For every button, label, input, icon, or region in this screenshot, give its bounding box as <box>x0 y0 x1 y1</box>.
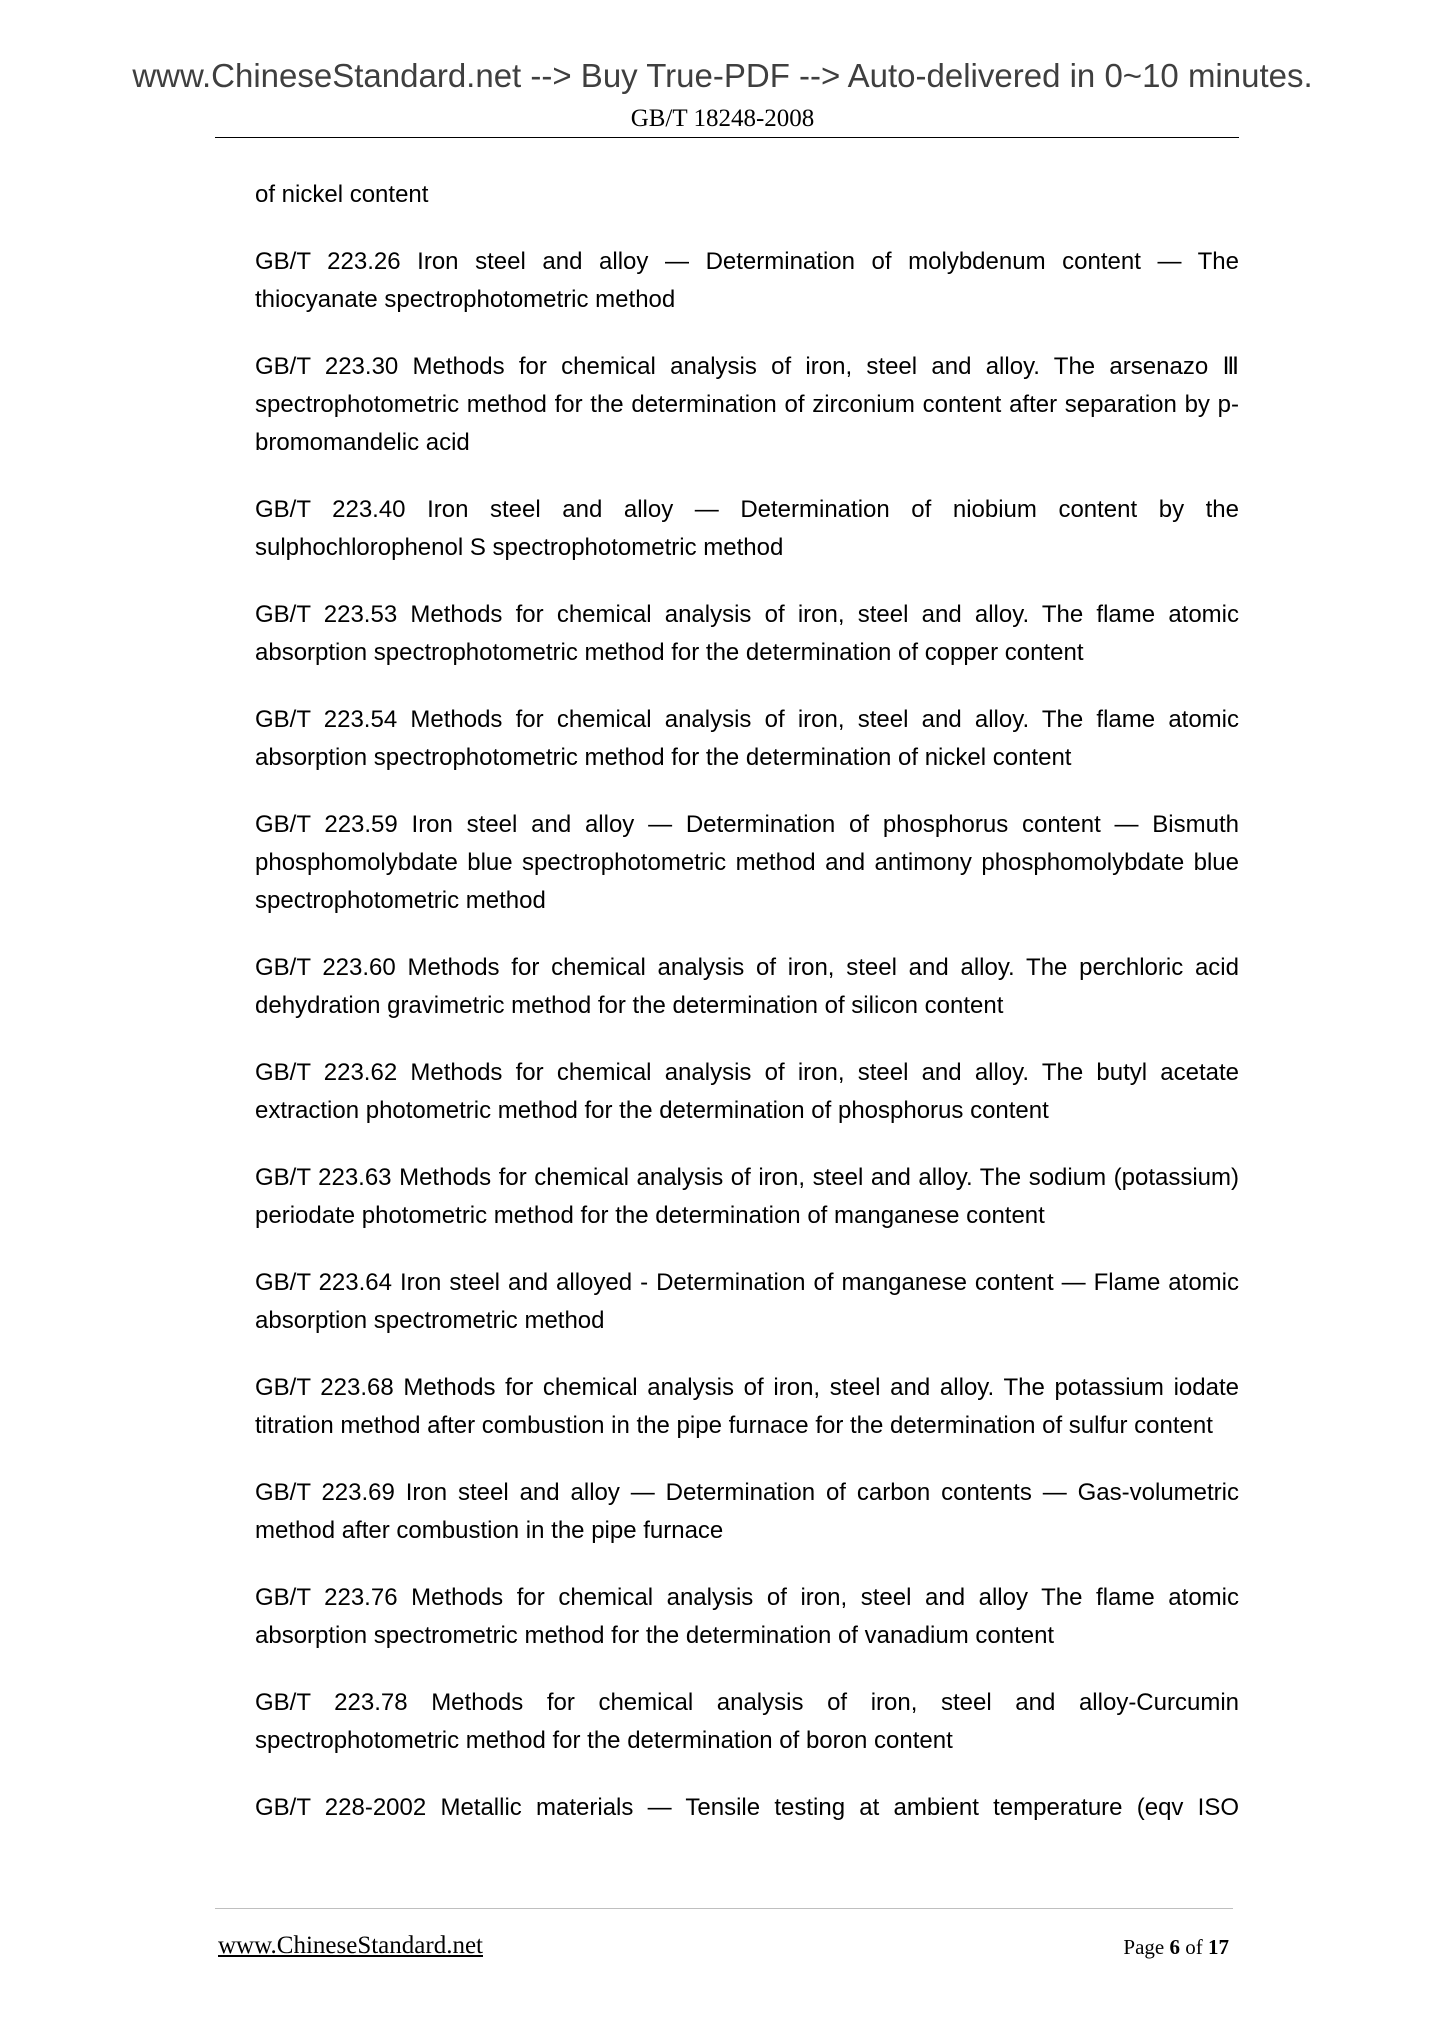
footer-site-link[interactable]: www.ChineseStandard.net <box>218 1932 483 1959</box>
reference-item: of nickel content <box>255 181 429 208</box>
reference-item: GB/T 223.78 Methods for chemical analysis of iron, steel and alloy-Curcumin spectrophotometric method for the determination of boron content <box>255 1689 1239 1754</box>
page-current: 6 <box>1169 1935 1180 1959</box>
reference-item: GB/T 223.63 Methods for chemical analysis of iron, steel and alloy. The sodium (potassium) periodate photometric method for the determination of manganese content <box>255 1164 1239 1229</box>
reference-item: GB/T 223.54 Methods for chemical analysis of iron, steel and alloy. The flame atomic absorption spectrophotometric method for the determination of nickel content <box>255 706 1239 771</box>
page-prefix: Page <box>1123 1935 1165 1959</box>
footer-divider <box>215 1908 1233 1909</box>
reference-item: GB/T 223.76 Methods for chemical analysis of iron, steel and alloy The flame atomic absorption spectrometric method for the determination of vanadium content <box>255 1584 1239 1649</box>
reference-item: GB/T 223.59 Iron steel and alloy — Determination of phosphorus content — Bismuth phosphomolybdate blue spectrophotometric method and antimony phosphomolybdate blue spectrophotometric method <box>255 811 1239 914</box>
reference-item: GB/T 228-2002 Metallic materials — Tensile testing at ambient temperature (eqv ISO <box>255 1794 1239 1821</box>
reference-item: GB/T 223.26 Iron steel and alloy — Determination of molybdenum content — The thiocyanate spectrophotometric method <box>255 248 1239 313</box>
reference-item: GB/T 223.64 Iron steel and alloyed - Determination of manganese content — Flame atomic absorption spectrometric method <box>255 1269 1239 1334</box>
reference-item: GB/T 223.69 Iron steel and alloy — Determination of carbon contents — Gas-volumetric method after combustion in the pipe furnace <box>255 1479 1239 1544</box>
reference-item: GB/T 223.62 Methods for chemical analysis of iron, steel and alloy. The butyl acetate extraction photometric method for the determination of phosphorus content <box>255 1059 1239 1124</box>
page-of: of <box>1185 1935 1203 1959</box>
page-total: 17 <box>1208 1935 1229 1959</box>
standard-code: GB/T 18248-2008 <box>630 105 815 132</box>
reference-item: GB/T 223.53 Methods for chemical analysis of iron, steel and alloy. The flame atomic absorption spectrophotometric method for the determination of copper content <box>255 601 1239 666</box>
header-divider <box>215 137 1239 138</box>
reference-item: GB/T 223.60 Methods for chemical analysis of iron, steel and alloy. The perchloric acid dehydration gravimetric method for the determination of silicon content <box>255 954 1239 1019</box>
reference-item: GB/T 223.40 Iron steel and alloy — Determination of niobium content by the sulphochlorophenol S spectrophotometric method <box>255 496 1239 561</box>
header-banner: www.ChineseStandard.net --> Buy True-PDF --> Auto-delivered in 0~10 minutes. <box>132 57 1313 94</box>
reference-item: GB/T 223.68 Methods for chemical analysis of iron, steel and alloy. The potassium iodate titration method after combustion in the pipe furnace for the determination of sulfur content <box>255 1374 1239 1439</box>
reference-list <box>255 176 1239 1827</box>
reference-item: GB/T 223.30 Methods for chemical analysis of iron, steel and alloy. The arsenazo Ⅲ spectrophotometric method for the determination of zirconium content after separation by p-bromomandelic acid <box>255 353 1239 456</box>
page-number <box>1123 1934 1229 1960</box>
